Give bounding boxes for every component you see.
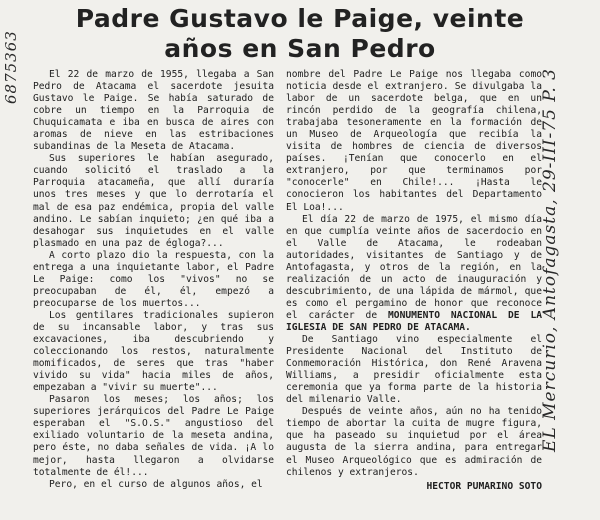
- paragraph: Después de veinte años, aún no ha tenido tiempo de abortar la cuita de mugre figura, que ha paseado su inquietud por el área augusta de la sierra andina, para entregar el Museo Arqueológico que es admiración de chilenos y extranjeros.: [286, 406, 542, 478]
- paragraph: nombre del Padre Le Paige nos llegaba como noticia desde el extranjero. Se divulgaba la labor de un sacerdote belga, que en un rincón perdido de la geografía chilena, trabajaba tesoneramente en la formación de un Museo de Arqueología que recibía la visita de hombres de ciencia de diversos países. ¡Tenían que conocerlo en el extranjero, por que terminamos por "conocerle" en Chile!... ¡Hasta le conocieron los habitantes del Departamento El Loa!...: [286, 69, 542, 213]
- paragraph: Sus superiores le habían asegurado, cuando solicitó el traslado a la Parroquia atacameña, que allí duraría unos tres meses y que lo derrotaría el mal de esa paz endémica, propia del valle andino. Le sabían inquieto; ¿en qué iba a desahogar sus inquietudes en el valle plasmado en una paz de égloga?...: [33, 153, 274, 249]
- left-column: [33, 69, 274, 491]
- headline: [40, 4, 560, 64]
- paragraph: De Santiago vino especialmente el Presidente Nacional del Instituto de Conmemoración Histórica, don René Aravena Williams, a presidir oficialmente esta ceremonia que ya forma parte de la historia del milenario Valle.: [286, 334, 542, 406]
- paragraph: Los gentilares tradicionales supieron de su incansable labor, y tras sus excavaciones, iba descubriendo y coleccionando los restos, naturalmente momificados, de seres que tras "haber vivido su vida" hacia miles de años, empezaban a "vivir su muerte"...: [33, 309, 274, 394]
- handwritten-catalog-number: 6875363: [2, 30, 20, 104]
- handwritten-source-note: EL Mercurio, Antofagasta, 29-III-75 P. 3: [540, 68, 560, 452]
- paragraph: Pasaron los meses; los años; los superiores jerárquicos del Padre Le Paige esperaban el "S.O.S." angustioso del exiliado voluntario de la meseta andina, pero éste, no daba señales de vida. ¡A lo mejor, hasta llegaron a olvidarse totalmente de él!...: [33, 394, 274, 478]
- paragraph: El 22 de marzo de 1955, llegaba a San Pedro de Atacama el sacerdote jesuita Gustavo le Paige. Se había saturado de cobre un tiempo en la Parroquia de Chuquicamata e iba en busca de aires con aromas de nieve en las estribaciones subandinas de la Meseta de Atacama.: [33, 69, 274, 153]
- emphasis-monument: MONUMENTO NACIONAL DE LA IGLESIA DE SAN PEDRO DE ATACAMA.: [286, 309, 543, 333]
- paragraph-text: El día 22 de marzo de 1975, el mismo día en que cumplía veinte años de sacerdocio en el Valle de Atacama, le rodeaban autoridades, visitantes de Santiago y de Antofagasta, y otros de la región, en la realización de un acto de inauguración y descubrimiento, de una lápida de mármol, que es como el pergamino de honor que reconoce el carácter de: [286, 213, 542, 321]
- author-signature: HECTOR PUMARINO SOTO: [426, 480, 542, 492]
- paragraph: [286, 214, 542, 334]
- headline-line-2: años en San Pedro: [164, 34, 436, 63]
- headline-line-1: Padre Gustavo le Paige, veinte: [75, 4, 525, 33]
- right-column: [286, 69, 542, 493]
- paragraph: A corto plazo dio la respuesta, con la entrega a una inquietante labor, el Padre Le Paige: como los "vivos" no se preocupaban de él, él, empezó a preocuparse de los muertos...: [33, 249, 274, 309]
- paragraph: Pero, en el curso de algunos años, el: [49, 478, 263, 490]
